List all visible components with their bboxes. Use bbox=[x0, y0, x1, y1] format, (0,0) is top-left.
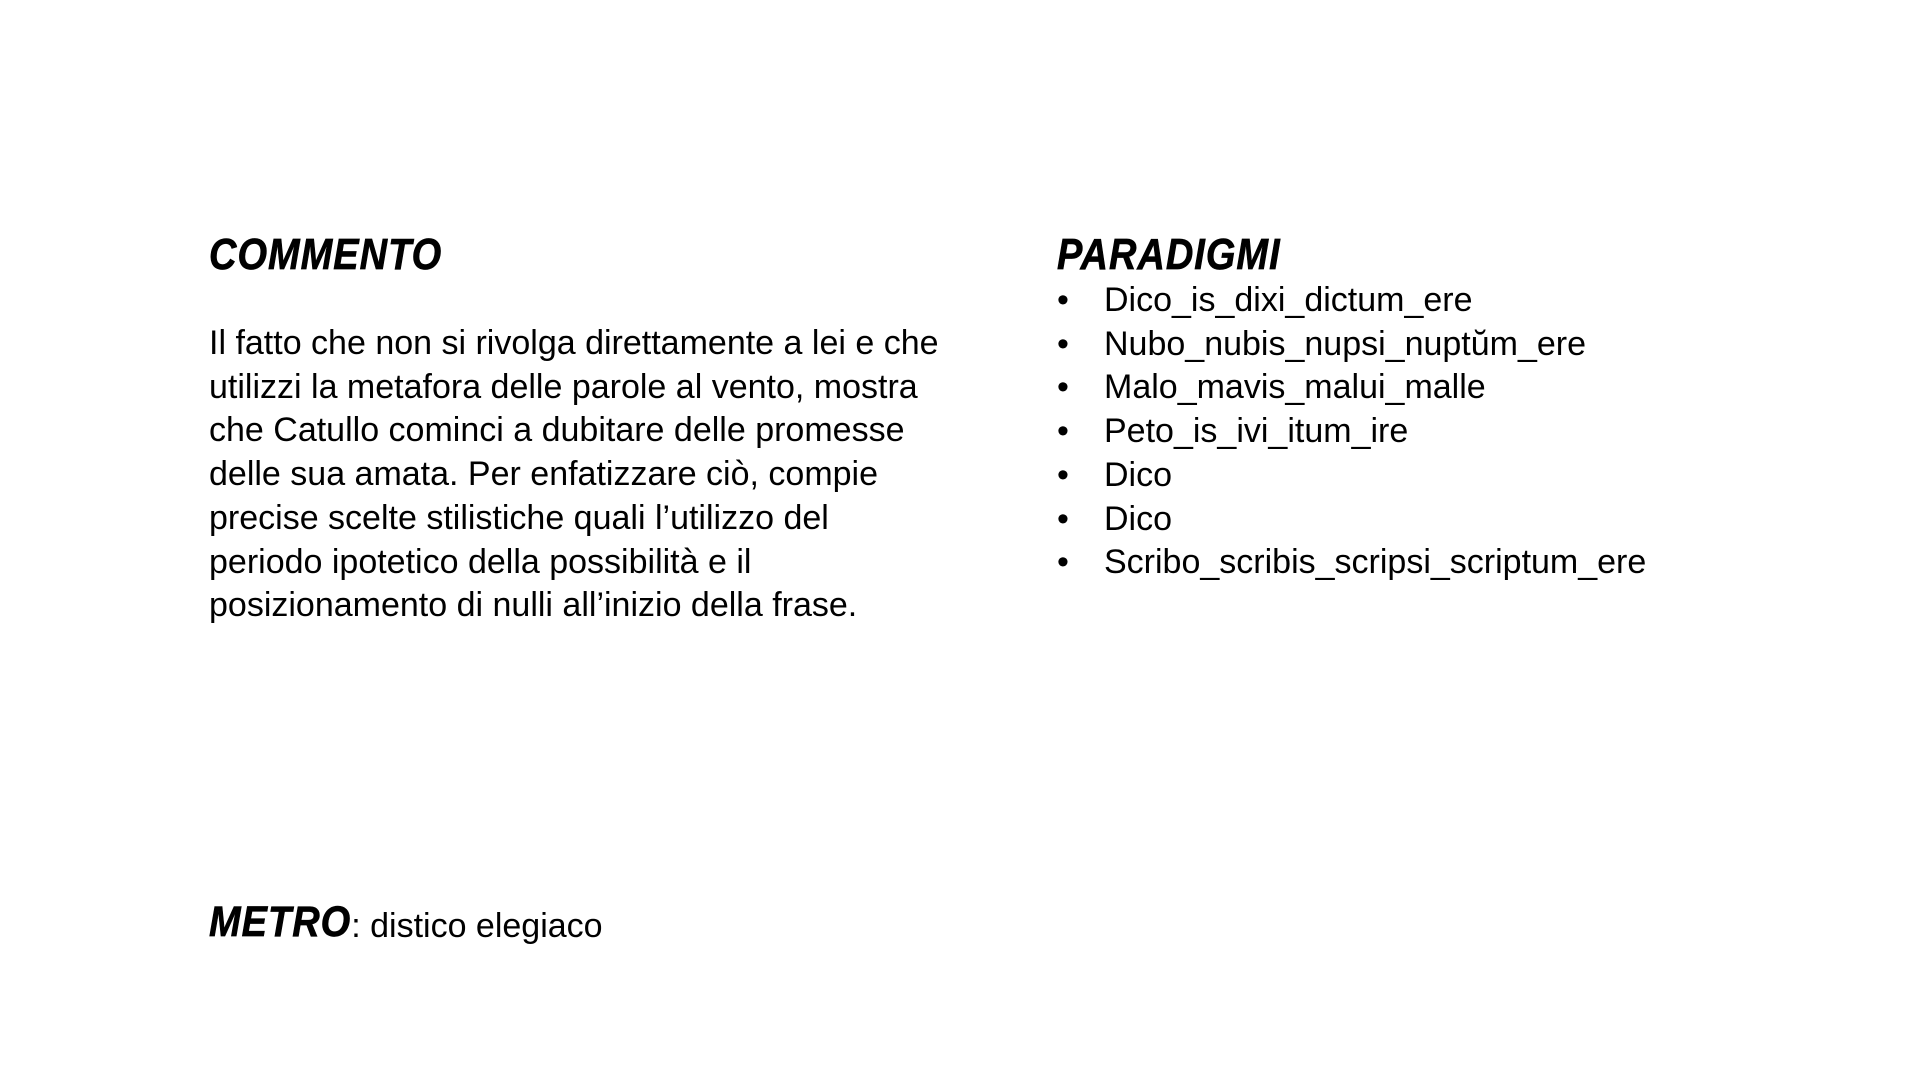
paradigm-text: Scribo_scribis_scripsi_scriptum_ere bbox=[1104, 543, 1647, 582]
list-item bbox=[1057, 541, 1646, 585]
paradigm-text: Nubo_nubis_nupsi_nuptŭm_ere bbox=[1104, 324, 1587, 363]
bullet-icon: • bbox=[1057, 281, 1069, 319]
list-item bbox=[1057, 498, 1646, 542]
list-item bbox=[1057, 366, 1646, 410]
bullet-icon: • bbox=[1057, 499, 1069, 538]
bullet-icon: • bbox=[1057, 324, 1069, 363]
bullet-icon: • bbox=[1057, 412, 1069, 451]
list-item bbox=[1057, 454, 1646, 498]
bullet-icon: • bbox=[1057, 455, 1069, 494]
metro-value: : distico elegiaco bbox=[351, 907, 603, 945]
metro-line bbox=[209, 898, 603, 948]
list-item bbox=[1057, 279, 1646, 323]
bullet-icon: • bbox=[1057, 368, 1069, 407]
commento-paragraph: Il fatto che non si rivolga direttamente a lei e che utilizzi la metafora delle parole al vento, mostra che Catullo cominci a dubitare delle promesse delle sua amata. Per enfatizzare ciò, compie precise scelte stilistiche quali l’utilizzo del periodo ipotetico della possibilità e il posizionamento di nulli all’inizio della frase. bbox=[209, 324, 939, 625]
paradigm-text: Dico bbox=[1104, 455, 1173, 494]
paradigm-text: Malo_mavis_malui_malle bbox=[1104, 368, 1486, 407]
list-item bbox=[1057, 323, 1646, 367]
paradigm-text: Peto_is_ivi_itum_ire bbox=[1104, 412, 1409, 451]
commento-heading: COMMENTO bbox=[209, 231, 443, 280]
paradigmi-heading: PARADIGMI bbox=[1057, 231, 1281, 280]
paradigm-text: Dico_is_dixi_dictum_ere bbox=[1104, 281, 1473, 319]
bullet-icon: • bbox=[1057, 543, 1069, 582]
metro-label: METRO bbox=[209, 898, 352, 946]
paradigmi-list bbox=[1057, 279, 1646, 585]
paradigm-text: Dico bbox=[1104, 499, 1173, 538]
list-item bbox=[1057, 410, 1646, 454]
